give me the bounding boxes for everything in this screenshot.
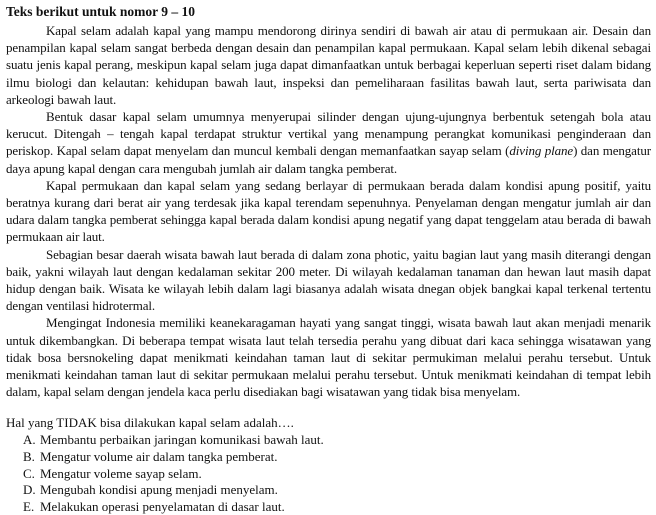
paragraph-2-italic-term: diving plane: [509, 143, 574, 159]
document-page: [6, 3, 651, 515]
option-b-letter: B.: [23, 449, 35, 465]
paragraph-2-text-end: ) dan mengatur daya apung kapal dengan cara mengubah jumlah air dalam tangka pemberat.: [6, 143, 651, 176]
paragraph-5: Mengingat Indonesia memiliki keanekaragaman hayati yang sangat tinggi, wisata bawah laut akan menjadi menarik untuk dikembangkan. Di beberapa tempat wisata laut telah tersedia perahu yang dibuat dari kaca sehingga wisatawan yang tidak bosa bersnokeling dapat menikmati keindahan taman laut di sekitar permukiman melalui perahu tersebut. Untuk menikmati keindahan taman laut di sekitar permukaan melalui perahu tersebut. Untuk menikmati keindahan di tempat lebih dalam, kapal selam dengan jendela kaca perlu disediakan bagi wisatawan yang tidak bisa menyelam.: [6, 315, 651, 400]
option-a-letter: A.: [23, 432, 36, 448]
paragraph-1: Kapal selam adalah kapal yang mampu mendorong dirinya sendiri di bawah air atau di permukaan air. Desain dan penampilan kapal selam sangat berbeda dengan desain dan penampilan kapal permukaan. Kapal selam lebih dikenal sebagai suatu jenis kapal perang, meskipun kapal selam juga dapat dimanfaatkan untuk berbagai keperluan seperti riset dalam bidang ilmu biologi dan kelautan: kehidupan bawah laut, inspeksi dan pemeliharaan fasilitas bawah laut, serta pariwisata dan arkeologi bawah laut.: [6, 23, 651, 107]
paragraph-2-text-start: Bentuk dasar kapal selam umumnya menyerupai silinder dengan ujung-ujungnya berbentuk setengah bola atau kerucut. Ditengah – tengah kapal terdapat struktur vertikal yang menampung perangkat komunikasi penginderaan dan periskop. Kapal selam dapat menyelam dan muncul kembali dengan memanfaatkan sayap selam (: [6, 109, 651, 159]
option-a-text: Membantu perbaikan jaringan komunikasi bawah laut.: [40, 432, 324, 448]
option-e[interactable]: [6, 499, 651, 515]
option-e-text: Melakukan operasi penyelamatan di dasar laut.: [40, 498, 285, 514]
option-a[interactable]: [6, 432, 651, 449]
option-d-text: Mengubah kondisi apung menjadi menyelam.: [40, 482, 278, 498]
paragraph-3: Kapal permukaan dan kapal selam yang sedang berlayar di permukaan berada dalam kondisi apung positif, yaitu beratnya kurang dari berat air yang terdesak jika kapal terendam sepenuhnya. Penyelaman dengan mengatur jumlah air dan udara dalam tangka pemberat sehingga kapal berada dalam kondisi apung negatif yang dapat tenggelam atau berada di bawah permukaan air laut.: [6, 177, 651, 245]
option-b-text: Mengatur volume air dalam tangka pemberat.: [40, 449, 278, 465]
option-e-letter: E.: [23, 498, 35, 514]
section-heading: Teks berikut untuk nomor 9 – 10: [6, 4, 196, 19]
option-d[interactable]: [6, 482, 651, 499]
answer-options: [6, 432, 651, 515]
paragraph-4: Sebagian besar daerah wisata bawah laut berada di dalam zona photic, yaitu bagian laut yang masih diterangi dengan baik, yakni wilayah laut dengan kedalaman sekitar 200 meter. Di wilayah kedalaman tanaman dan hewan laut masih dapat hidup dengan baik. Wisata ke wilayah lebih dalam lagi biasanya adalah wisata dnegan objek bangkai kapal terkenal tertentu dengan ventilasi hidrotermal.: [6, 246, 651, 314]
option-c-letter: C.: [23, 465, 35, 481]
option-b[interactable]: [6, 449, 651, 466]
question-stem: Hal yang TIDAK bisa dilakukan kapal selam adalah….: [6, 415, 294, 431]
option-c[interactable]: [6, 466, 651, 483]
paragraph-2: [6, 108, 651, 177]
option-c-text: Mengatur voleme sayap selam.: [40, 465, 202, 481]
option-d-letter: D.: [23, 482, 36, 498]
